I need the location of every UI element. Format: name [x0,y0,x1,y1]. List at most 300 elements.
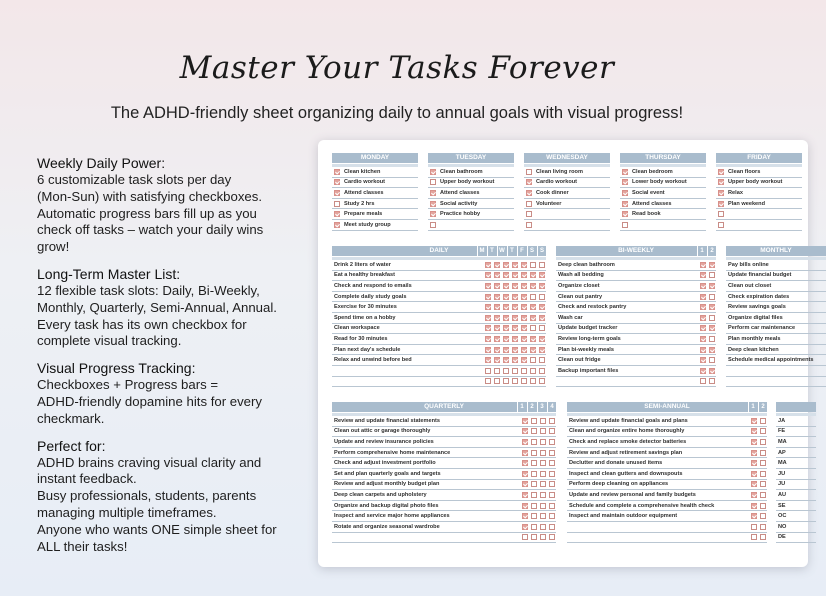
section-title: SEMI-ANNUAL [644,403,690,410]
day-checkbox[interactable] [512,336,518,342]
task-checkbox[interactable] [622,201,628,207]
period-checkbox[interactable] [700,378,706,384]
task-label: Clean workspace [334,325,380,332]
quarter-checkbox[interactable] [540,503,546,509]
day-checkbox[interactable] [503,262,509,268]
task-checkbox[interactable] [718,201,724,207]
semiannual-checkbox[interactable] [760,481,766,487]
quarter-checkboxes [520,524,556,530]
quarter-checkbox[interactable] [522,418,528,424]
task-row [620,178,706,189]
task-checkbox[interactable] [622,179,628,185]
day-checkbox[interactable] [512,325,518,331]
day-checkbox[interactable] [503,283,509,289]
day-checkbox[interactable] [512,283,518,289]
task-label: Clean living room [536,168,583,175]
task-checkbox[interactable] [334,201,340,207]
task-label: Exercise for 30 minutes [334,304,397,311]
semiannual-checkbox[interactable] [760,524,766,530]
day-checkbox[interactable] [494,357,500,363]
weekday-checkboxes [483,378,546,384]
day-checkbox[interactable] [539,272,545,278]
task-checkbox[interactable] [334,211,340,217]
task-row [716,199,802,210]
period-label: S [537,246,546,256]
semiannual-checkboxes [749,524,767,530]
task-row [332,448,556,459]
day-checkbox[interactable] [521,347,527,353]
section-title: THURSDAY [645,154,681,161]
quarter-checkbox[interactable] [540,492,546,498]
task-checkbox[interactable] [430,169,436,175]
day-checkbox[interactable] [503,357,509,363]
semiannual-checkbox[interactable] [751,481,757,487]
quarter-checkbox[interactable] [540,460,546,466]
section-header [332,402,556,412]
task-row [332,480,556,491]
period-checkboxes [698,272,716,278]
task-row [716,220,802,231]
feature-heading: Long-Term Master List: [37,265,181,282]
day-checkbox[interactable] [521,304,527,310]
quarter-checkbox[interactable] [540,428,546,434]
period-checkbox[interactable] [709,272,715,278]
semiannual-checkbox[interactable] [760,450,766,456]
semiannual-checkbox[interactable] [751,471,757,477]
period-checkboxes [698,325,716,331]
day-checkbox[interactable] [521,315,527,321]
task-label: Clean and organize entire home thoroughly [569,428,685,435]
semiannual-checkbox[interactable] [751,428,757,434]
task-row [332,271,546,282]
semiannual-checkbox[interactable] [751,534,757,540]
day-checkbox[interactable] [494,283,500,289]
task-label: Perform car maintenance [728,325,796,332]
task-checkbox[interactable] [718,169,724,175]
day-checkbox[interactable] [485,315,491,321]
day-checkbox[interactable] [494,347,500,353]
quarter-checkbox[interactable] [540,513,546,519]
quarter-checkbox[interactable] [522,471,528,477]
quarter-checkbox[interactable] [549,450,555,456]
period-checkbox[interactable] [709,368,715,374]
task-row [332,469,556,480]
day-checkbox[interactable] [530,315,536,321]
period-checkboxes [698,347,716,353]
quarter-checkbox[interactable] [522,439,528,445]
day-checkbox[interactable] [539,315,545,321]
task-row [332,167,418,178]
task-label: Clean out fridge [558,357,601,364]
day-checkbox[interactable] [485,336,491,342]
period-checkbox[interactable] [709,336,715,342]
quarter-checkbox[interactable] [540,471,546,477]
day-checkbox[interactable] [521,283,527,289]
task-label: Attend classes [440,189,480,196]
period-checkbox[interactable] [709,325,715,331]
day-checkbox[interactable] [485,304,491,310]
period-checkboxes [698,304,716,310]
day-checkbox[interactable] [539,336,545,342]
task-checkbox[interactable] [622,222,628,228]
task-label: Clean kitchen [344,168,381,175]
month-label: JU [778,470,786,477]
task-checkbox[interactable] [334,190,340,196]
day-checkbox[interactable] [494,325,500,331]
task-checkbox[interactable] [430,211,436,217]
month-row [776,416,816,427]
task-checkbox[interactable] [430,179,436,185]
task-checkbox[interactable] [622,211,628,217]
quarter-checkbox[interactable] [522,503,528,509]
day-checkbox[interactable] [521,368,527,374]
quarter-checkbox[interactable] [531,513,537,519]
task-row [332,501,556,512]
task-row [556,292,716,303]
section-header [556,246,716,256]
day-checkbox[interactable] [485,283,491,289]
task-checkbox[interactable] [430,201,436,207]
quarter-checkbox[interactable] [531,418,537,424]
semiannual-checkbox[interactable] [751,524,757,530]
task-label: Backup important files [558,367,619,374]
quarter-checkbox[interactable] [549,460,555,466]
semiannual-checkbox[interactable] [751,513,757,519]
month-label: MA [778,438,787,445]
day-checkbox[interactable] [503,325,509,331]
semiannual-checkbox[interactable] [760,513,766,519]
period-checkbox[interactable] [709,283,715,289]
quarter-checkbox[interactable] [522,481,528,487]
quarter-checkbox[interactable] [549,428,555,434]
task-row [524,220,610,231]
day-checkbox[interactable] [521,357,527,363]
day-checkbox[interactable] [521,272,527,278]
section-header [332,153,418,163]
task-row [556,313,716,324]
quarter-checkbox[interactable] [531,439,537,445]
semiannual-checkboxes [749,471,767,477]
day-checkbox[interactable] [521,294,527,300]
task-checkbox[interactable] [334,222,340,228]
quarter-checkbox[interactable] [549,439,555,445]
period-checkbox[interactable] [700,368,706,374]
month-label: SE [778,502,786,509]
period-checkbox[interactable] [700,283,706,289]
quarter-checkbox[interactable] [522,524,528,530]
section-title: FRIDAY [747,154,771,161]
task-row [428,209,514,220]
task-row [332,260,546,271]
task-label: Social event [632,189,665,196]
day-block-friday [716,153,802,231]
day-checkbox[interactable] [503,294,509,300]
period-checkbox[interactable] [709,315,715,321]
period-checkbox[interactable] [700,315,706,321]
quarter-checkbox[interactable] [549,534,555,540]
day-checkbox[interactable] [503,272,509,278]
quarter-checkbox[interactable] [522,460,528,466]
task-row [567,458,767,469]
day-checkbox[interactable] [539,325,545,331]
quarter-checkbox[interactable] [549,471,555,477]
semiannual-checkbox[interactable] [751,439,757,445]
quarter-checkbox[interactable] [549,481,555,487]
semiannual-block [567,402,767,543]
quarter-checkbox[interactable] [522,450,528,456]
task-row [332,427,556,438]
day-checkbox[interactable] [494,378,500,384]
semiannual-checkbox[interactable] [760,439,766,445]
day-checkbox[interactable] [503,304,509,310]
semiannual-checkboxes [749,492,767,498]
day-checkbox[interactable] [503,347,509,353]
day-checkbox[interactable] [503,368,509,374]
period-checkbox[interactable] [700,357,706,363]
task-row [716,209,802,220]
task-label: Practice hobby [440,211,481,218]
weekday-checkboxes [483,283,546,289]
day-checkbox[interactable] [512,294,518,300]
day-checkbox[interactable] [512,304,518,310]
day-checkbox[interactable] [521,262,527,268]
weekday-checkboxes [483,294,546,300]
task-label: Plan next day's schedule [334,346,401,353]
quarter-checkbox[interactable] [531,524,537,530]
task-label: Read book [632,211,661,218]
monthly-block [726,246,826,387]
day-checkbox[interactable] [503,336,509,342]
semiannual-checkbox[interactable] [760,418,766,424]
day-checkbox[interactable] [530,378,536,384]
task-checkbox[interactable] [526,222,532,228]
semiannual-checkbox[interactable] [751,450,757,456]
period-checkbox[interactable] [709,378,715,384]
semiannual-checkboxes [749,513,767,519]
quarter-checkbox[interactable] [540,534,546,540]
task-checkbox[interactable] [622,190,628,196]
day-checkbox[interactable] [485,272,491,278]
day-checkbox[interactable] [539,262,545,268]
period-checkbox[interactable] [709,357,715,363]
quarter-checkbox[interactable] [531,460,537,466]
quarter-checkboxes [520,418,556,424]
task-label: Cook dinner [536,189,569,196]
task-row [567,448,767,459]
semiannual-checkbox[interactable] [760,460,766,466]
quarter-checkbox[interactable] [531,481,537,487]
day-checkbox[interactable] [530,294,536,300]
task-checkbox[interactable] [334,179,340,185]
task-checkbox[interactable] [526,211,532,217]
quarter-checkbox[interactable] [540,524,546,530]
period-checkbox[interactable] [700,262,706,268]
quarter-checkbox[interactable] [549,418,555,424]
task-label: Inspect and clean gutters and downspouts [569,470,683,477]
quarter-checkbox[interactable] [531,503,537,509]
task-checkbox[interactable] [334,169,340,175]
day-checkbox[interactable] [485,325,491,331]
quarter-checkbox[interactable] [531,450,537,456]
task-label: Deep clean carpets and upholstery [334,491,427,498]
semiannual-checkboxes [749,481,767,487]
feature-text: Checkboxes + Progress bars = ADHD-friendly dopamine hits for every checkmark. [37,377,263,426]
day-checkbox[interactable] [539,283,545,289]
day-checkbox[interactable] [530,336,536,342]
quarter-checkbox[interactable] [522,534,528,540]
day-checkbox[interactable] [503,315,509,321]
task-label: Schedule and complete a comprehensive health check [569,502,715,509]
task-row [428,199,514,210]
day-checkbox[interactable] [512,315,518,321]
task-row [620,220,706,231]
task-checkbox[interactable] [718,222,724,228]
day-checkbox[interactable] [512,347,518,353]
task-label: Organize and backup digital photo files [334,502,439,509]
day-checkbox[interactable] [521,336,527,342]
semiannual-checkbox[interactable] [760,534,766,540]
section-header [332,246,546,256]
task-label: Study 2 hrs [344,200,375,207]
semiannual-checkbox[interactable] [760,471,766,477]
period-checkbox[interactable] [700,336,706,342]
day-checkbox[interactable] [512,357,518,363]
quarter-checkbox[interactable] [540,450,546,456]
quarterly-block [332,402,556,543]
day-checkbox[interactable] [530,347,536,353]
quarter-checkbox[interactable] [540,418,546,424]
quarter-checkbox[interactable] [549,524,555,530]
month-label: MA [778,460,787,467]
period-checkbox[interactable] [700,294,706,300]
period-checkbox[interactable] [709,304,715,310]
task-checkbox[interactable] [718,190,724,196]
task-row [556,324,716,335]
day-checkbox[interactable] [494,304,500,310]
task-row [332,334,546,345]
quarter-checkbox[interactable] [531,428,537,434]
day-checkbox[interactable] [530,304,536,310]
task-row [567,437,767,448]
quarter-checkbox[interactable] [540,481,546,487]
day-checkbox[interactable] [512,262,518,268]
day-checkbox[interactable] [530,368,536,374]
day-checkbox[interactable] [539,357,545,363]
task-checkbox[interactable] [526,179,532,185]
task-checkbox[interactable] [622,169,628,175]
day-checkbox[interactable] [539,378,545,384]
quarter-checkbox[interactable] [522,492,528,498]
day-checkbox[interactable] [494,315,500,321]
task-row [556,260,716,271]
task-label: Relax [728,189,743,196]
day-checkbox[interactable] [485,294,491,300]
task-row [428,220,514,231]
day-checkbox[interactable] [485,368,491,374]
task-row [556,281,716,292]
day-checkbox[interactable] [503,378,509,384]
day-checkbox[interactable] [494,368,500,374]
period-checkbox[interactable] [709,262,715,268]
day-checkbox[interactable] [530,283,536,289]
semiannual-checkbox[interactable] [760,503,766,509]
semiannual-checkbox[interactable] [751,460,757,466]
task-checkbox[interactable] [430,190,436,196]
semiannual-checkbox[interactable] [760,492,766,498]
day-checkbox[interactable] [485,378,491,384]
quarter-checkbox[interactable] [531,534,537,540]
period-checkbox[interactable] [700,304,706,310]
day-checkbox[interactable] [485,262,491,268]
semiannual-checkbox[interactable] [751,418,757,424]
period-checkbox[interactable] [700,272,706,278]
day-checkbox[interactable] [539,304,545,310]
weekday-checkboxes [483,357,546,363]
quarter-checkbox[interactable] [549,492,555,498]
day-checkbox[interactable] [530,272,536,278]
task-checkbox[interactable] [718,211,724,217]
semiannual-checkbox[interactable] [751,492,757,498]
task-label: Deep clean kitchen [728,346,779,353]
quarter-checkboxes [520,492,556,498]
quarter-checkbox[interactable] [531,492,537,498]
day-checkbox[interactable] [512,368,518,374]
task-label: Attend classes [632,200,672,207]
day-checkbox[interactable] [512,378,518,384]
period-checkbox[interactable] [700,325,706,331]
quarter-checkbox[interactable] [522,428,528,434]
day-checkbox[interactable] [494,272,500,278]
semiannual-checkbox[interactable] [751,503,757,509]
day-checkbox[interactable] [539,347,545,353]
quarter-checkbox[interactable] [549,503,555,509]
day-checkbox[interactable] [539,294,545,300]
day-checkbox[interactable] [530,325,536,331]
period-columns [747,402,767,412]
day-checkbox[interactable] [530,262,536,268]
day-checkbox[interactable] [494,294,500,300]
task-label: Wash all bedding [558,272,604,279]
task-checkbox[interactable] [430,222,436,228]
day-checkbox[interactable] [521,378,527,384]
day-checkbox[interactable] [512,272,518,278]
day-checkbox[interactable] [521,325,527,331]
task-label: Meet study group [344,221,391,228]
day-checkbox[interactable] [539,368,545,374]
day-checkbox[interactable] [485,347,491,353]
quarter-checkbox[interactable] [540,439,546,445]
task-checkbox[interactable] [526,201,532,207]
semiannual-checkbox[interactable] [760,428,766,434]
period-checkboxes [698,283,716,289]
quarter-checkbox[interactable] [549,513,555,519]
day-checkbox[interactable] [494,262,500,268]
day-checkbox[interactable] [494,336,500,342]
month-label: JU [778,481,786,488]
day-checkbox[interactable] [485,357,491,363]
task-row [726,334,826,345]
quarter-checkbox[interactable] [522,513,528,519]
period-checkbox[interactable] [700,347,706,353]
quarter-checkbox[interactable] [531,471,537,477]
task-row [332,178,418,189]
task-checkbox[interactable] [718,179,724,185]
day-checkbox[interactable] [530,357,536,363]
period-checkbox[interactable] [709,347,715,353]
task-checkbox[interactable] [526,190,532,196]
task-checkbox[interactable] [526,169,532,175]
period-checkbox[interactable] [709,294,715,300]
